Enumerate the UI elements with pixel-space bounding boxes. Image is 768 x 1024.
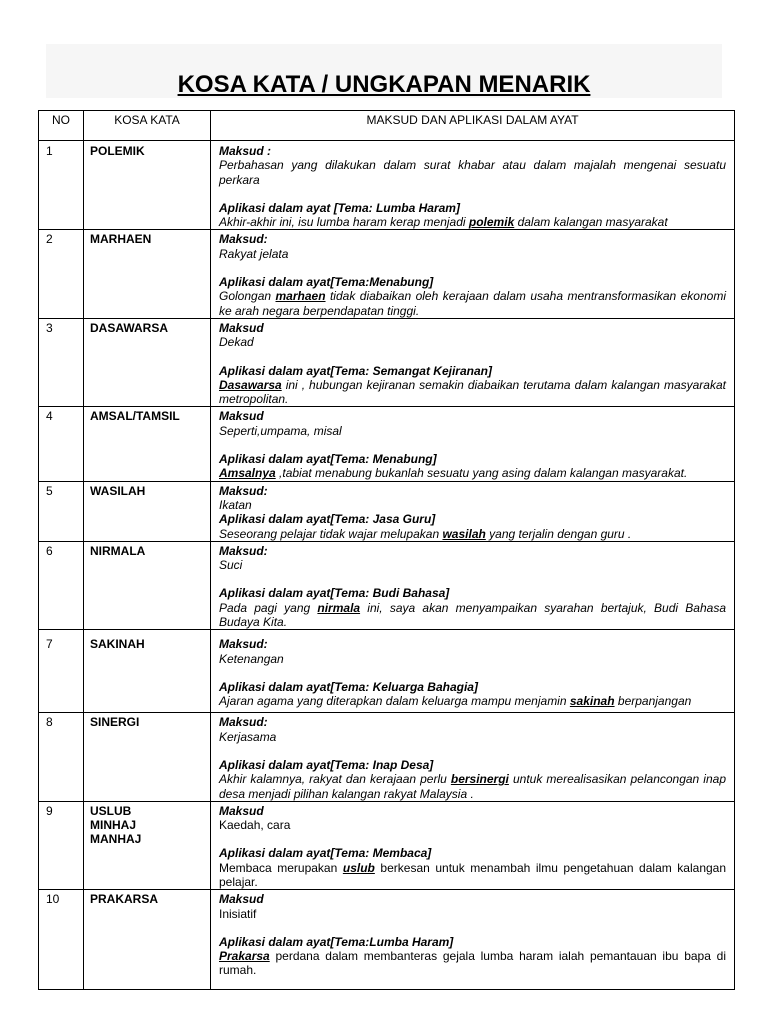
table-row (39, 541, 735, 629)
ayat-after: perdana dalam membanteras gejala lumba haram ialah pemantauan ibu bapa di rumah. (219, 949, 726, 978)
maksud-text: Perbahasan yang dilakukan dalam surat khabar atau dalam majalah mengenai sesuatu perkara (219, 158, 726, 187)
maksud-text: Ketenangan (219, 651, 284, 666)
spacer (219, 744, 726, 758)
ayat-text (219, 694, 726, 708)
kosa-kata: USLUB MINHAJ MANHAJ (84, 801, 211, 889)
ayat-after: ini, saya akan menyampaikan syarahan bertajuk, Budi Bahasa Budaya Kita. (219, 600, 726, 630)
ayat-keyword: wasilah (442, 526, 486, 541)
maksud-label: Maksud : (219, 144, 272, 158)
kosa-kata: NIRMALA (84, 541, 211, 629)
maksud-aplikasi (211, 713, 735, 801)
ayat-after: yang terjalin dengan guru . (485, 526, 632, 541)
maksud-aplikasi (211, 541, 735, 629)
table-row (39, 801, 735, 889)
ayat-after: berkesan untuk menambah ilmu pengetahuan dalam kalangan pelajar. (219, 860, 727, 889)
kosa-kata: SINERGI (84, 713, 211, 801)
maksud-text: Suci (219, 558, 243, 573)
spacer (219, 187, 726, 201)
header-kosa-kata: KOSA KATA (84, 111, 211, 141)
aplikasi-label: Aplikasi dalam ayat[Tema: Inap Desa] (219, 757, 434, 772)
aplikasi-label: Aplikasi dalam ayat[Tema:Menabung] (219, 275, 434, 290)
ayat-text (219, 466, 726, 480)
row-number: 9 (39, 801, 84, 889)
kosa-kata: DASAWARSA (84, 318, 211, 406)
ayat-keyword: uslub (342, 860, 375, 875)
row-number: 10 (39, 890, 84, 990)
spacer (219, 261, 726, 275)
ayat-keyword: Amsalnya (219, 466, 276, 481)
vocabulary-table (38, 110, 735, 990)
spacer (219, 572, 726, 586)
ayat-before: Akhir kalamnya, rakyat dan kerajaan perlu (219, 772, 451, 787)
ayat-after: ,tabiat menabung bukanlah sesuatu yang asing dalam kalangan masyarakat. (275, 466, 688, 481)
maksud-text: Rakyat jelata (219, 246, 289, 261)
ayat-text (219, 527, 726, 541)
spacer (219, 666, 726, 680)
maksud-aplikasi (211, 230, 735, 318)
maksud-text: Dekad (219, 335, 254, 350)
maksud-aplikasi (211, 318, 735, 406)
maksud-text: Inisiatif (219, 906, 257, 921)
ayat-before: Golongan (219, 289, 276, 304)
ayat-keyword: marhaen (275, 289, 326, 304)
maksud-aplikasi (211, 630, 735, 713)
ayat-keyword: bersinergi (450, 772, 509, 787)
aplikasi-label: Aplikasi dalam ayat[Tema: Menabung] (219, 452, 437, 467)
ayat-after: berpanjangan (614, 694, 692, 709)
table-row (39, 407, 735, 481)
maksud-label: Maksud: (219, 232, 268, 247)
maksud-aplikasi (211, 890, 735, 990)
table-header-row (39, 111, 735, 141)
maksud-text: Ikatan (219, 497, 252, 512)
spacer (219, 438, 726, 452)
maksud-label: Maksud (219, 320, 264, 335)
ayat-before: Pada pagi yang (219, 600, 318, 615)
ayat-keyword: sakinah (569, 694, 615, 709)
row-number: 6 (39, 541, 84, 629)
row-number: 8 (39, 713, 84, 801)
spacer (219, 921, 726, 935)
ayat-after: tidak diabaikan oleh kerajaan dalam usaha mentransformasikan ekonomi ke arah negara berpendapatan tinggi. (219, 289, 726, 318)
maksud-label: Maksud: (219, 637, 268, 652)
ayat-text (219, 861, 726, 890)
ayat-after: ini , hubungan kejiranan semakin diabaikan terutama dalam kalangan masyarakat metropolitan. (219, 377, 726, 407)
kosa-kata: MARHAEN (84, 230, 211, 318)
ayat-text (219, 378, 726, 407)
kosa-kata: POLEMIK (84, 141, 211, 230)
table-row (39, 481, 735, 541)
table-row (39, 713, 735, 801)
kosa-kata: AMSAL/TAMSIL (84, 407, 211, 481)
table-row (39, 318, 735, 406)
ayat-after: dalam kalangan masyarakat (514, 215, 668, 230)
maksud-label: Maksud: (219, 715, 268, 730)
ayat-text (219, 601, 726, 630)
row-number: 3 (39, 318, 84, 406)
ayat-after: untuk merealisasikan pelancongan inap desa menjadi pilihan kalangan rakyat Malaysia . (219, 772, 726, 801)
ayat-text (219, 772, 726, 801)
maksud-aplikasi (211, 481, 735, 541)
maksud-label: Maksud: (219, 543, 268, 558)
aplikasi-label: Aplikasi dalam ayat[Tema: Jasa Guru] (219, 512, 436, 527)
table-row (39, 890, 735, 990)
ayat-keyword: Prakarsa (219, 949, 270, 964)
ayat-before: Akhir-akhir ini, isu lumba haram kerap menjadi (219, 215, 469, 230)
maksud-label: Maksud (219, 892, 264, 907)
ayat-keyword: nirmala (317, 600, 361, 615)
aplikasi-label: Aplikasi dalam ayat[Tema: Semangat Kejiranan] (219, 363, 492, 378)
table-row (39, 230, 735, 318)
maksud-text: Kerjasama (219, 729, 277, 744)
row-number: 4 (39, 407, 84, 481)
maksud-aplikasi (211, 407, 735, 481)
aplikasi-label: Aplikasi dalam ayat [Tema: Lumba Haram] (219, 200, 460, 215)
header-no: NO (39, 111, 84, 141)
ayat-text (219, 949, 726, 978)
maksud-aplikasi (211, 141, 735, 230)
header-maksud: MAKSUD DAN APLIKASI DALAM AYAT (211, 111, 735, 141)
ayat-keyword: Dasawarsa (219, 377, 282, 392)
aplikasi-label: Aplikasi dalam ayat[Tema: Keluarga Bahagia] (219, 679, 478, 694)
ayat-before: Ajaran agama yang diterapkan dalam keluarga mampu menjamin (219, 694, 570, 709)
ayat-before: Membaca merupakan (219, 860, 343, 875)
row-number: 7 (39, 630, 84, 713)
row-number: 1 (39, 141, 84, 230)
row-number: 2 (39, 230, 84, 318)
aplikasi-label: Aplikasi dalam ayat[Tema:Lumba Haram] (219, 934, 454, 949)
maksud-label: Maksud (219, 409, 264, 424)
ayat-text (219, 215, 726, 229)
maksud-text: Kaedah, cara (219, 818, 291, 833)
spacer (219, 832, 726, 846)
ayat-before: Seseorang pelajar tidak wajar melupakan (219, 526, 443, 541)
table-row (39, 630, 735, 713)
kosa-kata: SAKINAH (84, 630, 211, 713)
table-row (39, 141, 735, 230)
kosa-kata: WASILAH (84, 481, 211, 541)
kosa-kata: PRAKARSA (84, 890, 211, 990)
maksud-aplikasi (211, 801, 735, 889)
aplikasi-label: Aplikasi dalam ayat[Tema: Budi Bahasa] (219, 586, 450, 601)
aplikasi-label: Aplikasi dalam ayat[Tema: Membaca] (219, 846, 432, 861)
maksud-label: Maksud: (219, 483, 268, 498)
ayat-text (219, 289, 726, 318)
row-number: 5 (39, 481, 84, 541)
maksud-label: Maksud (219, 803, 264, 818)
spacer (219, 350, 726, 364)
maksud-text: Seperti,umpama, misal (219, 423, 342, 438)
ayat-keyword: polemik (468, 215, 515, 230)
page-title: KOSA KATA / UNGKAPAN MENARIK (177, 71, 591, 98)
